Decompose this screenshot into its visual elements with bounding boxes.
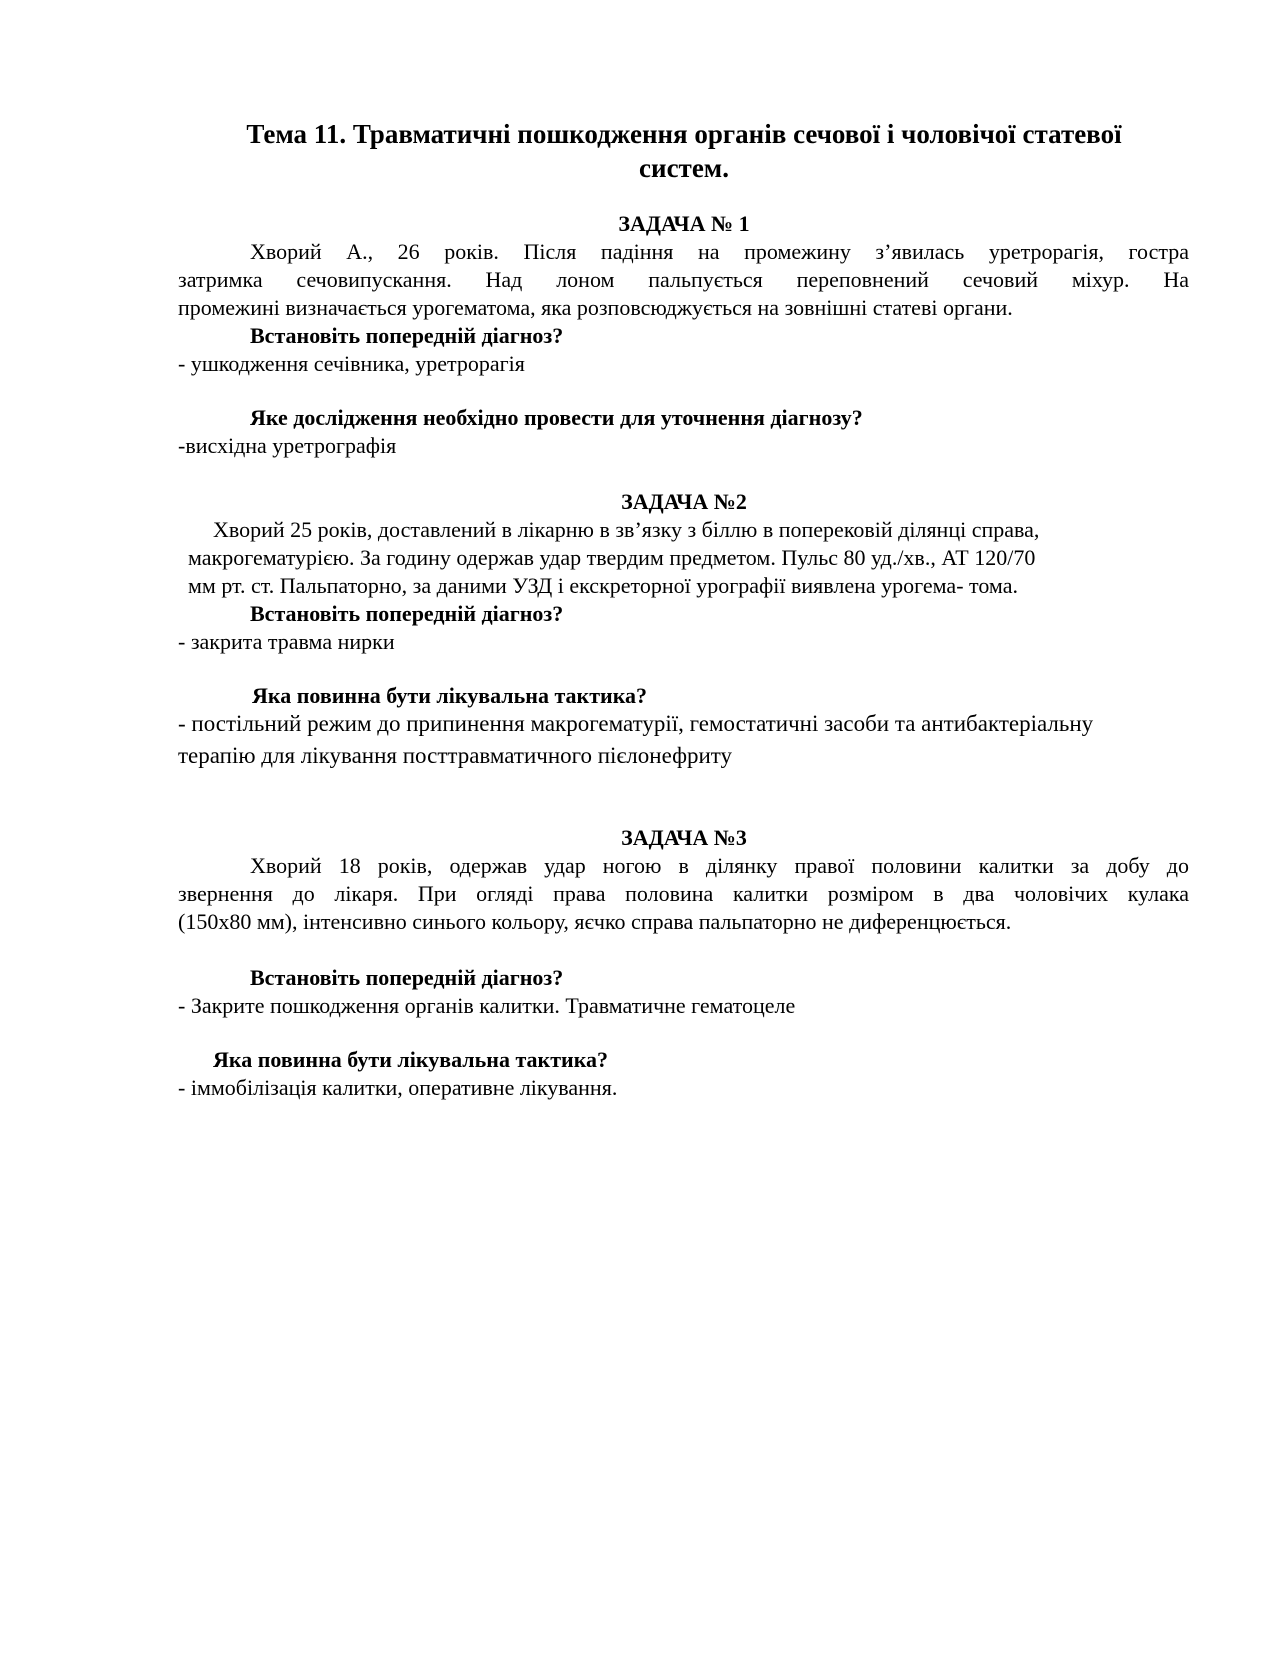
- task2-question-1: Встановіть попередній діагноз?: [250, 601, 564, 626]
- task3-text-line-1: Хворий 18 років, одержав удар ногою в ділянку правої половини калитки за добу до: [250, 853, 1189, 878]
- task3-answer-1: - Закрите пошкодження органів калитки. Травматичне гематоцеле: [178, 993, 796, 1018]
- task2-text-line-3: мм рт. ст. Пальпаторно, за даними УЗД і екскреторної урографії виявлена урогема- тома.: [188, 573, 1018, 598]
- task3-question-2: Яка повинна бути лікувальна тактика?: [213, 1047, 609, 1072]
- task3-heading: ЗАДАЧА №3: [621, 825, 747, 850]
- task1-heading: ЗАДАЧА № 1: [618, 211, 750, 236]
- task2-answer-2-line-1: - постільний режим до припинення макрогематурії, гемостатичні засоби та антибактеріальну: [178, 711, 1094, 736]
- document-title-line-2: систем.: [639, 153, 729, 183]
- task3-text-line-2: звернення до лікаря. При огляді права половина калитки розміром в два чоловічих кулака: [178, 881, 1189, 906]
- document-title-line-1: Тема 11. Травматичні пошкодження органів сечової і чоловічої статевої: [246, 119, 1122, 149]
- task1-question-1: Встановіть попередній діагноз?: [250, 323, 564, 348]
- task2-answer-2-line-2: терапію для лікування посттравматичного пієлонефриту: [178, 743, 733, 768]
- task1-text-line-3: промежині визначається урогематома, яка розповсюджується на зовнішні статеві органи.: [178, 295, 1013, 320]
- task2-heading: ЗАДАЧА №2: [621, 489, 747, 514]
- task2-text-line-1: Хворий 25 років, доставлений в лікарню в зв’язку з біллю в поперековій ділянці справа,: [213, 517, 1040, 542]
- task2-answer-1: - закрита травма нирки: [178, 629, 395, 654]
- task1-question-2: Яке дослідження необхідно провести для уточнення діагнозу?: [250, 405, 863, 430]
- task1-text-line-1: Хворий А., 26 років. Після падіння на промежину з’явилась уретрорагія, гостра: [250, 239, 1189, 264]
- task3-answer-2: - іммобілізація калитки, оперативне лікування.: [178, 1075, 618, 1100]
- task2-question-2: Яка повинна бути лікувальна тактика?: [252, 683, 648, 708]
- task2-text-line-2: макрогематурією. За годину одержав удар твердим предметом. Пульс 80 уд./хв., АТ 120/70: [188, 545, 1036, 570]
- task3-question-1: Встановіть попередній діагноз?: [250, 965, 564, 990]
- task1-answer-2: -висхідна уретрографія: [178, 433, 397, 458]
- task1-text-line-2: затримка сечовипускання. Над лоном пальпується переповнений сечовий міхур. На: [178, 267, 1189, 292]
- task3-text-line-3: (150х80 мм), інтенсивно синього кольору, яєчко справа пальпаторно не диференцюється.: [178, 909, 1012, 934]
- task1-answer-1: - ушкодження сечівника, уретрорагія: [178, 351, 525, 376]
